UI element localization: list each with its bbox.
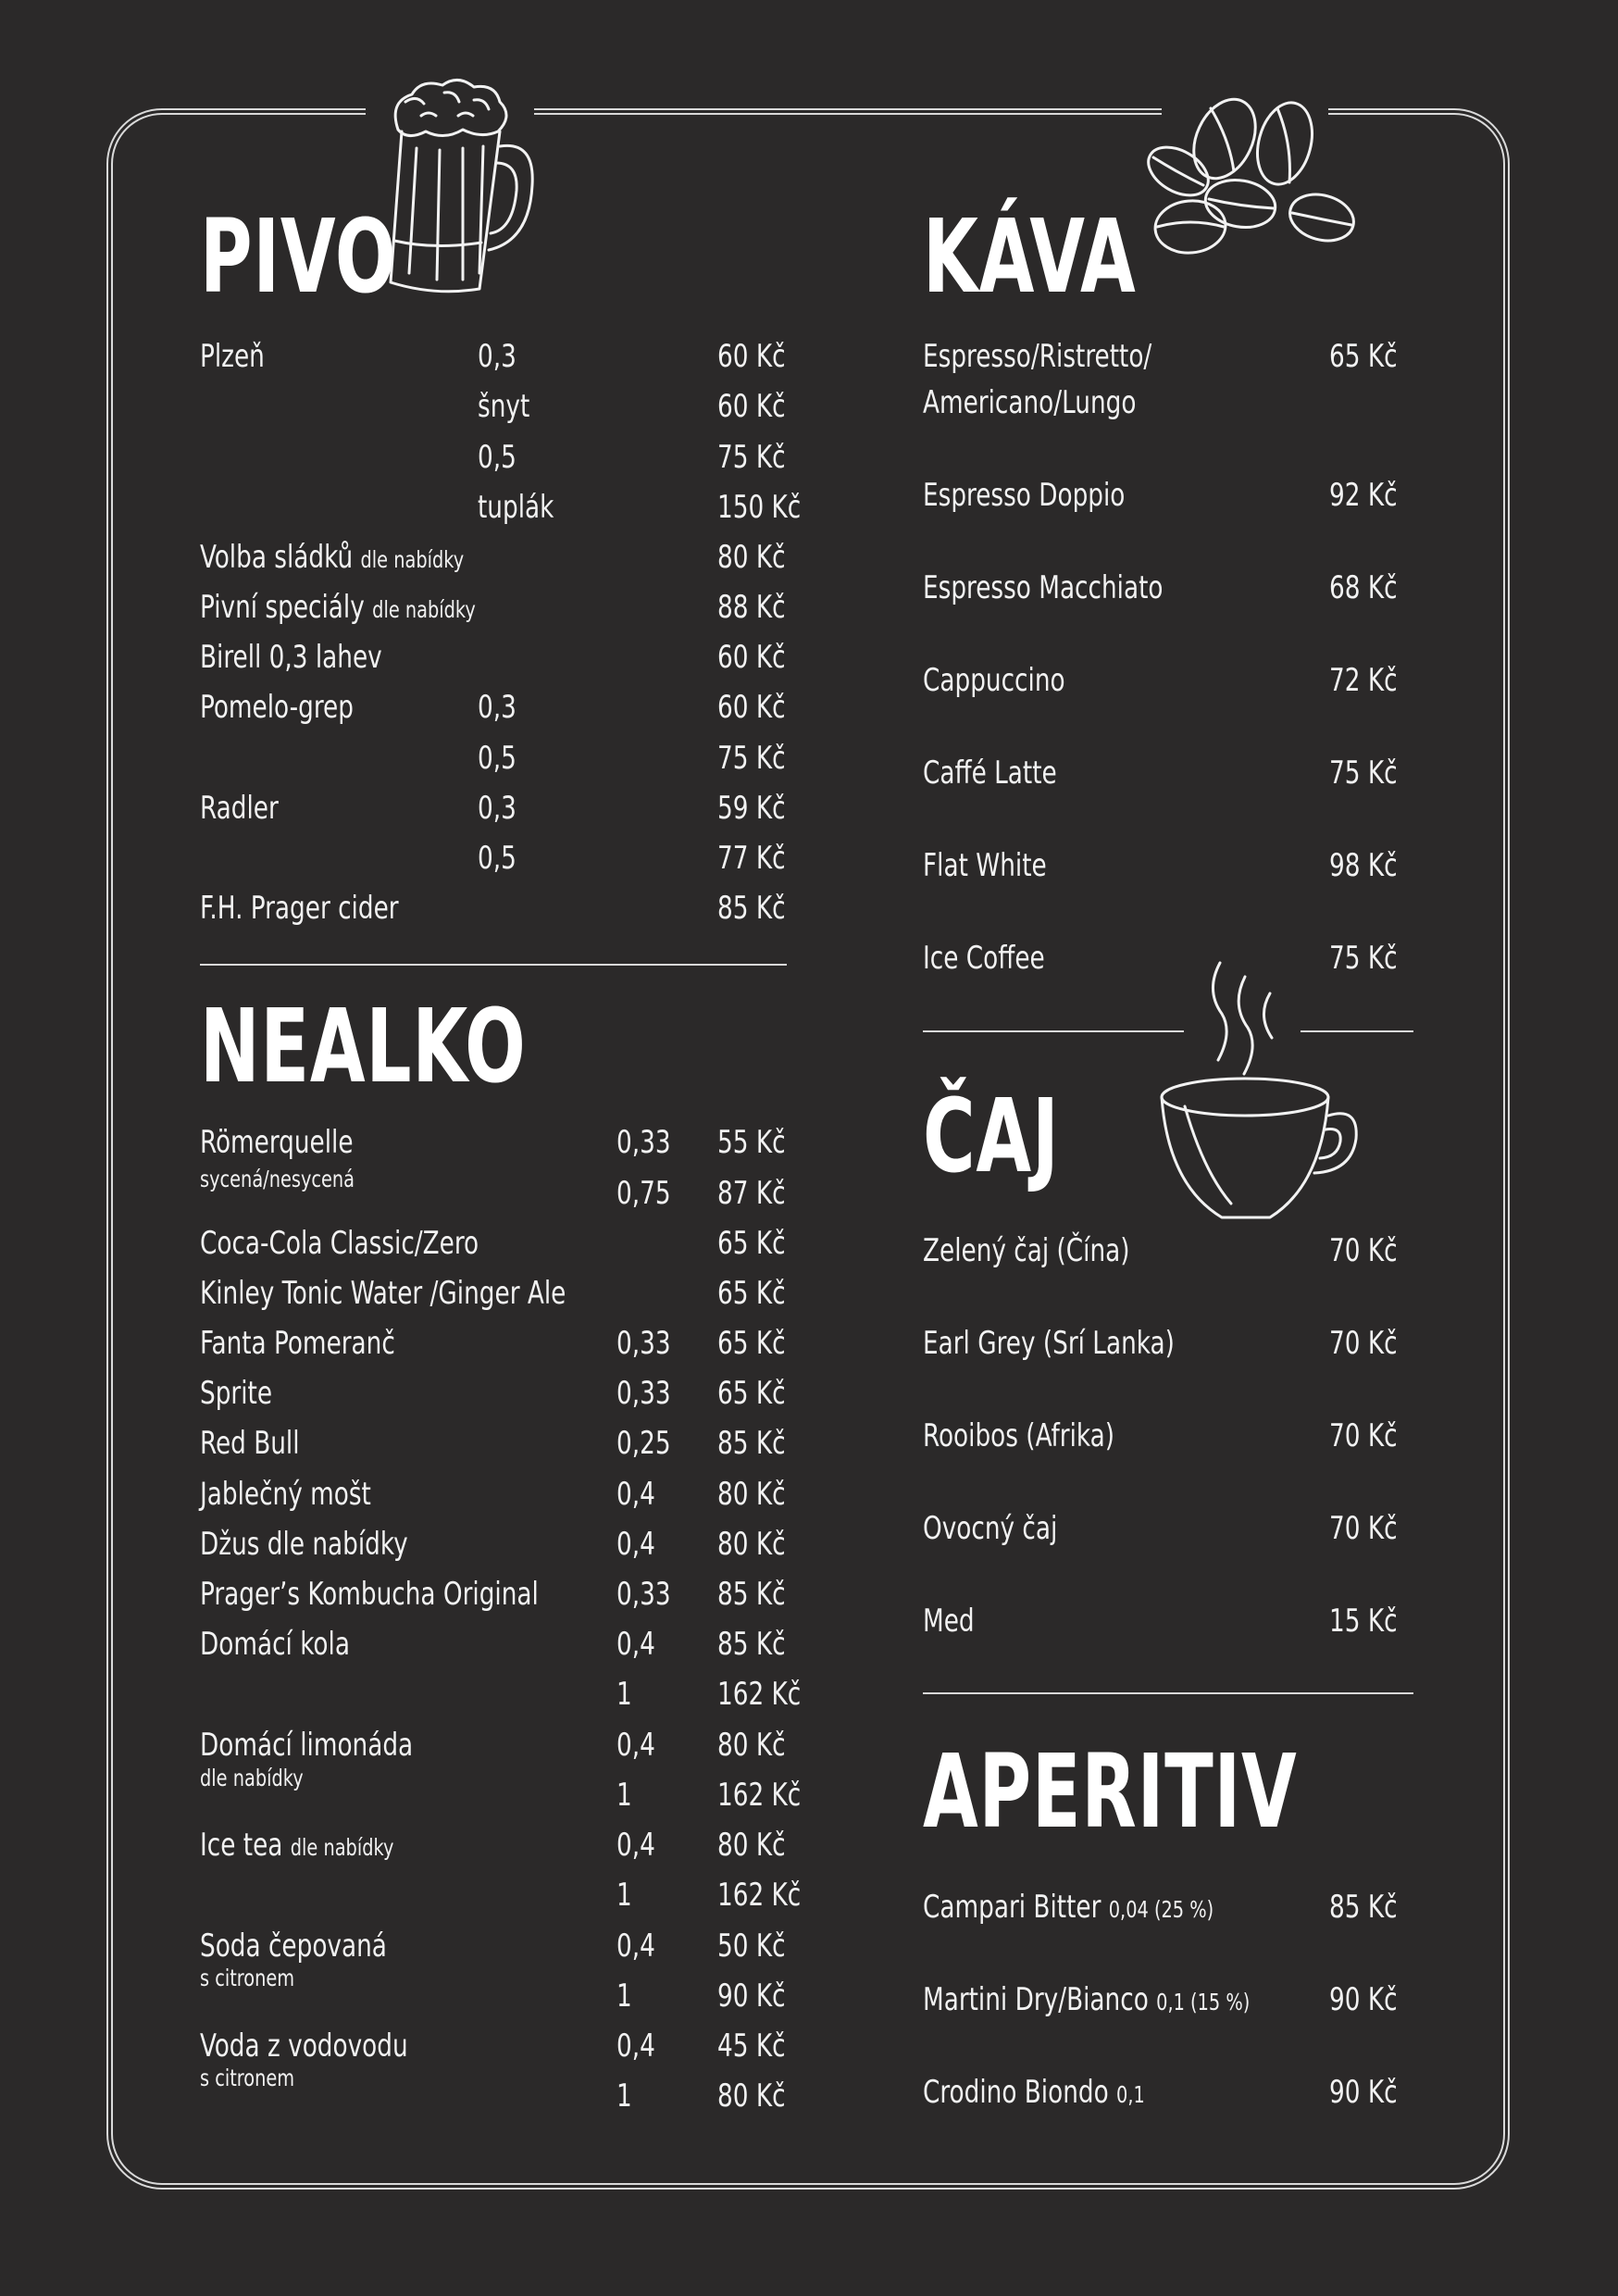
item-price: 65 Kč bbox=[717, 1325, 786, 1362]
item-price: 80 Kč bbox=[717, 1526, 786, 1563]
item-price: 60 Kč bbox=[717, 388, 786, 425]
kava-heading: KÁVA bbox=[923, 197, 1137, 316]
item-name: Fanta Pomeranč bbox=[200, 1325, 395, 1362]
item-price: 75 Kč bbox=[717, 439, 786, 476]
item-note: dle nabídky bbox=[360, 546, 465, 573]
item-name: Caffé Latte bbox=[923, 755, 1057, 792]
nealko-heading: NEALKO bbox=[200, 987, 527, 1105]
item-name: Martini Dry/Bianco 0,1 (15 %) bbox=[923, 1981, 1251, 2018]
item-price: 70 Kč bbox=[1329, 1232, 1398, 1269]
item-size: 1 bbox=[616, 1777, 632, 1814]
item-note: dle nabídky bbox=[372, 596, 476, 623]
item-price: 65 Kč bbox=[1329, 338, 1398, 375]
item-price: 70 Kč bbox=[1329, 1325, 1398, 1362]
item-price: 60 Kč bbox=[717, 639, 786, 676]
item-price: 90 Kč bbox=[1329, 1981, 1398, 2018]
item-price: 98 Kč bbox=[1329, 847, 1398, 884]
item-name: Birell 0,3 lahev bbox=[200, 639, 382, 676]
item-size: 0,3 bbox=[478, 338, 517, 375]
item-size: 0,25 bbox=[616, 1425, 671, 1462]
item-name-line2: Americano/Lungo bbox=[923, 384, 1137, 421]
item-size: 0,5 bbox=[478, 439, 517, 476]
item-price: 50 Kč bbox=[717, 1928, 786, 1965]
aperitiv-heading: APERITIV bbox=[923, 1732, 1298, 1851]
item-name: Soda čepovaná bbox=[200, 1928, 387, 1965]
item-size: 0,4 bbox=[616, 1727, 655, 1764]
item-price: 75 Kč bbox=[717, 740, 786, 777]
item-price: 80 Kč bbox=[717, 1827, 786, 1864]
item-price: 90 Kč bbox=[717, 1978, 786, 2015]
item-price: 45 Kč bbox=[717, 2028, 786, 2065]
item-size: šnyt bbox=[478, 388, 530, 425]
item-name: Pomelo-grep bbox=[200, 689, 354, 726]
item-size: 0,33 bbox=[616, 1325, 671, 1362]
item-name: Jablečný mošt bbox=[200, 1476, 371, 1513]
item-name: Ice tea dle nabídky bbox=[200, 1827, 394, 1864]
item-note: 0,1 bbox=[1116, 2081, 1145, 2108]
item-size: 0,4 bbox=[616, 1476, 655, 1513]
item-name: Med bbox=[923, 1603, 975, 1640]
item-price: 15 Kč bbox=[1329, 1603, 1398, 1640]
item-price: 60 Kč bbox=[717, 689, 786, 726]
item-price: 80 Kč bbox=[717, 1476, 786, 1513]
item-name: Coca-Cola Classic/Zero bbox=[200, 1225, 479, 1262]
item-size: 1 bbox=[616, 1978, 632, 2015]
item-price: 85 Kč bbox=[1329, 1889, 1398, 1926]
item-size: 0,3 bbox=[478, 790, 517, 827]
item-name: Espresso/Ristretto/ bbox=[923, 338, 1152, 375]
item-price: 72 Kč bbox=[1329, 662, 1398, 699]
item-name: Campari Bitter 0,04 (25 %) bbox=[923, 1889, 1214, 1926]
caj-heading: ČAJ bbox=[923, 1077, 1060, 1195]
item-price: 85 Kč bbox=[717, 890, 786, 927]
item-price: 70 Kč bbox=[1329, 1510, 1398, 1547]
item-name: Espresso Doppio bbox=[923, 477, 1126, 514]
item-price: 80 Kč bbox=[717, 1727, 786, 1764]
item-name: Sprite bbox=[200, 1375, 273, 1412]
item-name: Volba sládků dle nabídky bbox=[200, 539, 465, 576]
item-price: 65 Kč bbox=[717, 1225, 786, 1262]
item-price: 162 Kč bbox=[717, 1676, 802, 1713]
item-size: 0,3 bbox=[478, 689, 517, 726]
item-name: Zelený čaj (Čína) bbox=[923, 1232, 1130, 1269]
divider bbox=[1301, 1030, 1413, 1032]
item-name: Crodino Biondo 0,1 bbox=[923, 2074, 1145, 2111]
coffee-beans-icon bbox=[1137, 88, 1359, 273]
item-size: tuplák bbox=[478, 489, 554, 526]
item-sub: dle nabídky bbox=[200, 1765, 304, 1791]
item-price: 85 Kč bbox=[717, 1425, 786, 1462]
divider bbox=[200, 964, 787, 966]
item-price: 150 Kč bbox=[717, 489, 802, 526]
item-price: 162 Kč bbox=[717, 1777, 802, 1814]
item-name: Domácí limonáda bbox=[200, 1727, 414, 1764]
item-size: 0,33 bbox=[616, 1124, 671, 1161]
divider bbox=[923, 1692, 1413, 1694]
item-price: 60 Kč bbox=[717, 338, 786, 375]
item-size: 0,4 bbox=[616, 1526, 655, 1563]
item-name: Voda z vodovodu bbox=[200, 2028, 408, 2065]
pivo-heading: PIVO bbox=[200, 197, 397, 316]
item-name: Kinley Tonic Water /Ginger Ale bbox=[200, 1275, 566, 1312]
item-name: Römerquelle bbox=[200, 1124, 354, 1161]
item-price: 75 Kč bbox=[1329, 940, 1398, 977]
item-name: Red Bull bbox=[200, 1425, 300, 1462]
item-price: 80 Kč bbox=[717, 539, 786, 576]
item-sub: s citronem bbox=[200, 1965, 295, 1991]
item-price: 92 Kč bbox=[1329, 477, 1398, 514]
item-name: Plzeň bbox=[200, 338, 265, 375]
item-size: 1 bbox=[616, 2078, 632, 2115]
item-size: 0,33 bbox=[616, 1576, 671, 1613]
item-price: 85 Kč bbox=[717, 1626, 786, 1663]
item-name: Ovocný čaj bbox=[923, 1510, 1058, 1547]
item-size: 0,33 bbox=[616, 1375, 671, 1412]
item-size: 0,4 bbox=[616, 1928, 655, 1965]
item-price: 68 Kč bbox=[1329, 569, 1398, 606]
item-price: 87 Kč bbox=[717, 1175, 786, 1212]
item-name: Domácí kola bbox=[200, 1626, 350, 1663]
item-name: Rooibos (Afrika) bbox=[923, 1417, 1115, 1454]
item-name: Prager’s Kombucha Original bbox=[200, 1576, 539, 1613]
item-sub: s citronem bbox=[200, 2065, 295, 2091]
item-size: 0,5 bbox=[478, 740, 517, 777]
item-price: 80 Kč bbox=[717, 2078, 786, 2115]
item-price: 77 Kč bbox=[717, 840, 786, 877]
item-note: 0,04 (25 %) bbox=[1108, 1896, 1214, 1923]
item-name: Radler bbox=[200, 790, 279, 827]
item-note: dle nabídky bbox=[290, 1834, 394, 1861]
item-name: Espresso Macchiato bbox=[923, 569, 1164, 606]
item-size: 1 bbox=[616, 1877, 632, 1914]
item-price: 88 Kč bbox=[717, 589, 786, 626]
item-price: 85 Kč bbox=[717, 1576, 786, 1613]
item-size: 0,4 bbox=[616, 2028, 655, 2065]
item-price: 65 Kč bbox=[717, 1275, 786, 1312]
item-size: 0,4 bbox=[616, 1626, 655, 1663]
item-size: 0,75 bbox=[616, 1175, 671, 1212]
item-size: 0,5 bbox=[478, 840, 517, 877]
item-name: Flat White bbox=[923, 847, 1047, 884]
item-price: 75 Kč bbox=[1329, 755, 1398, 792]
item-price: 162 Kč bbox=[717, 1877, 802, 1914]
item-price: 90 Kč bbox=[1329, 2074, 1398, 2111]
item-note: 0,1 (15 %) bbox=[1156, 1989, 1251, 2015]
divider bbox=[923, 1030, 1184, 1032]
item-price: 65 Kč bbox=[717, 1375, 786, 1412]
item-name: Ice Coffee bbox=[923, 940, 1045, 977]
item-size: 0,4 bbox=[616, 1827, 655, 1864]
item-name: Cappuccino bbox=[923, 662, 1065, 699]
item-name: Džus dle nabídky bbox=[200, 1526, 408, 1563]
item-price: 70 Kč bbox=[1329, 1417, 1398, 1454]
coffee-cup-icon bbox=[1157, 958, 1361, 1227]
item-size: 1 bbox=[616, 1676, 632, 1713]
item-name: F.H. Prager cider bbox=[200, 890, 399, 927]
item-name: Earl Grey (Srí Lanka) bbox=[923, 1325, 1175, 1362]
item-price: 55 Kč bbox=[717, 1124, 786, 1161]
item-name: Pivní speciály dle nabídky bbox=[200, 589, 476, 626]
item-sub: sycená/nesycená bbox=[200, 1166, 355, 1192]
item-price: 59 Kč bbox=[717, 790, 786, 827]
